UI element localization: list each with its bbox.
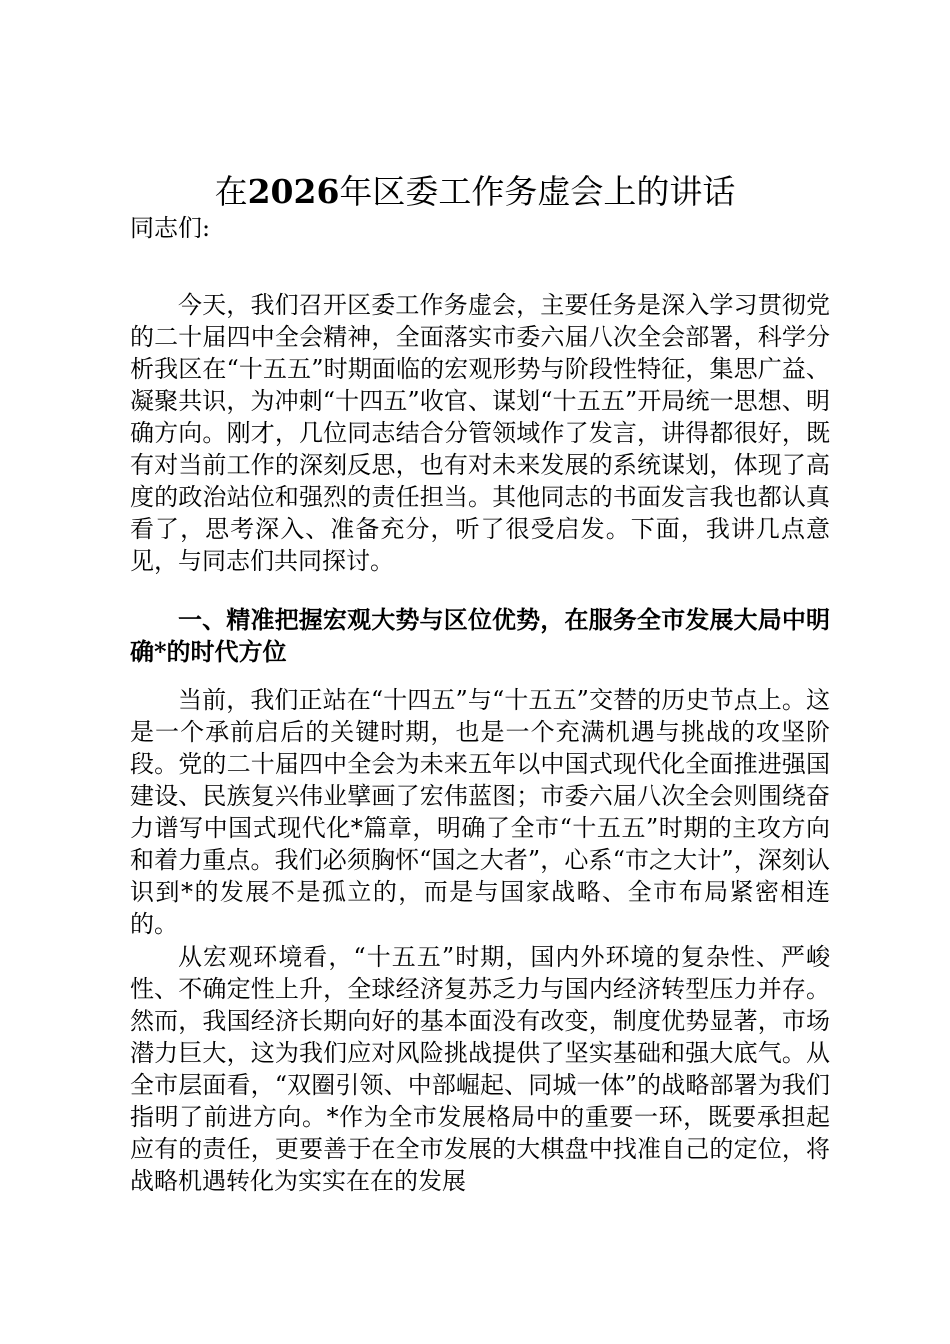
paragraph-opening: 今天，我们召开区委工作务虚会，主要任务是深入学习贯彻党的二十届四中全会精神，全面落实市委六届八次全会部署，科学分析我区在“十五五”时期面临的宏观形势与阶段性特征，集思广益、凝聚共识，为冲刺“十四五”收官、谋划“十五五”开局统一思想、明确方向。刚才，几位同志结合分管领域作了发言，讲得都很好，既有对当前工作的深刻反思，也有对未来发展的系统谋划，体现了高度的政治站位和强烈的责任担当。其他同志的书面发言我也都认真看了，思考深入、准备充分，听了很受启发。下面，我讲几点意见，与同志们共同探讨。 (130, 291, 830, 575)
salutation: 同志们: (130, 214, 211, 242)
section-heading-1: 一、精准把握宏观大势与区位优势，在服务全市发展大局中明确*的时代方位 (130, 605, 830, 666)
paragraph-macro-environment: 从宏观环境看，“十五五”时期，国内外环境的复杂性、严峻性、不确定性上升，全球经济复苏乏力与国内经济转型压力并存。然而，我国经济长期向好的基本面没有改变，制度优势显著，市场潜力巨大，这为我们应对风险挑战提供了坚实基础和强大底气。从全市层面看，“双圈引领、中部崛起、同城一体”的战略部署为我们指明了前进方向。*作为全市发展格局中的重要一环，既要承担起应有的责任，更要善于在全市发展的大棋盘中找准自己的定位，将战略机遇转化为实实在在的发展 (130, 943, 830, 1195)
title-prefix: 在 (214, 172, 248, 211)
document-title (0, 168, 950, 216)
title-year: 2026 (247, 172, 340, 211)
title-suffix: 年区委工作务虚会上的讲话 (339, 172, 736, 211)
paragraph-current-situation: 当前，我们正站在“十四五”与“十五五”交替的历史节点上。这是一个承前启后的关键时期，也是一个充满机遇与挑战的攻坚阶段。党的二十届四中全会为未来五年以中国式现代化全面推进强国建设、民族复兴伟业擘画了宏伟蓝图；市委六届八次全会则围绕奋力谱写中国式现代化*篇章，明确了全市“十五五”时期的主攻方向和着力重点。我们必须胸怀“国之大者”，心系“市之大计”，深刻认识到*的发展不是孤立的，而是与国家战略、全市布局紧密相连的。 (130, 686, 830, 938)
